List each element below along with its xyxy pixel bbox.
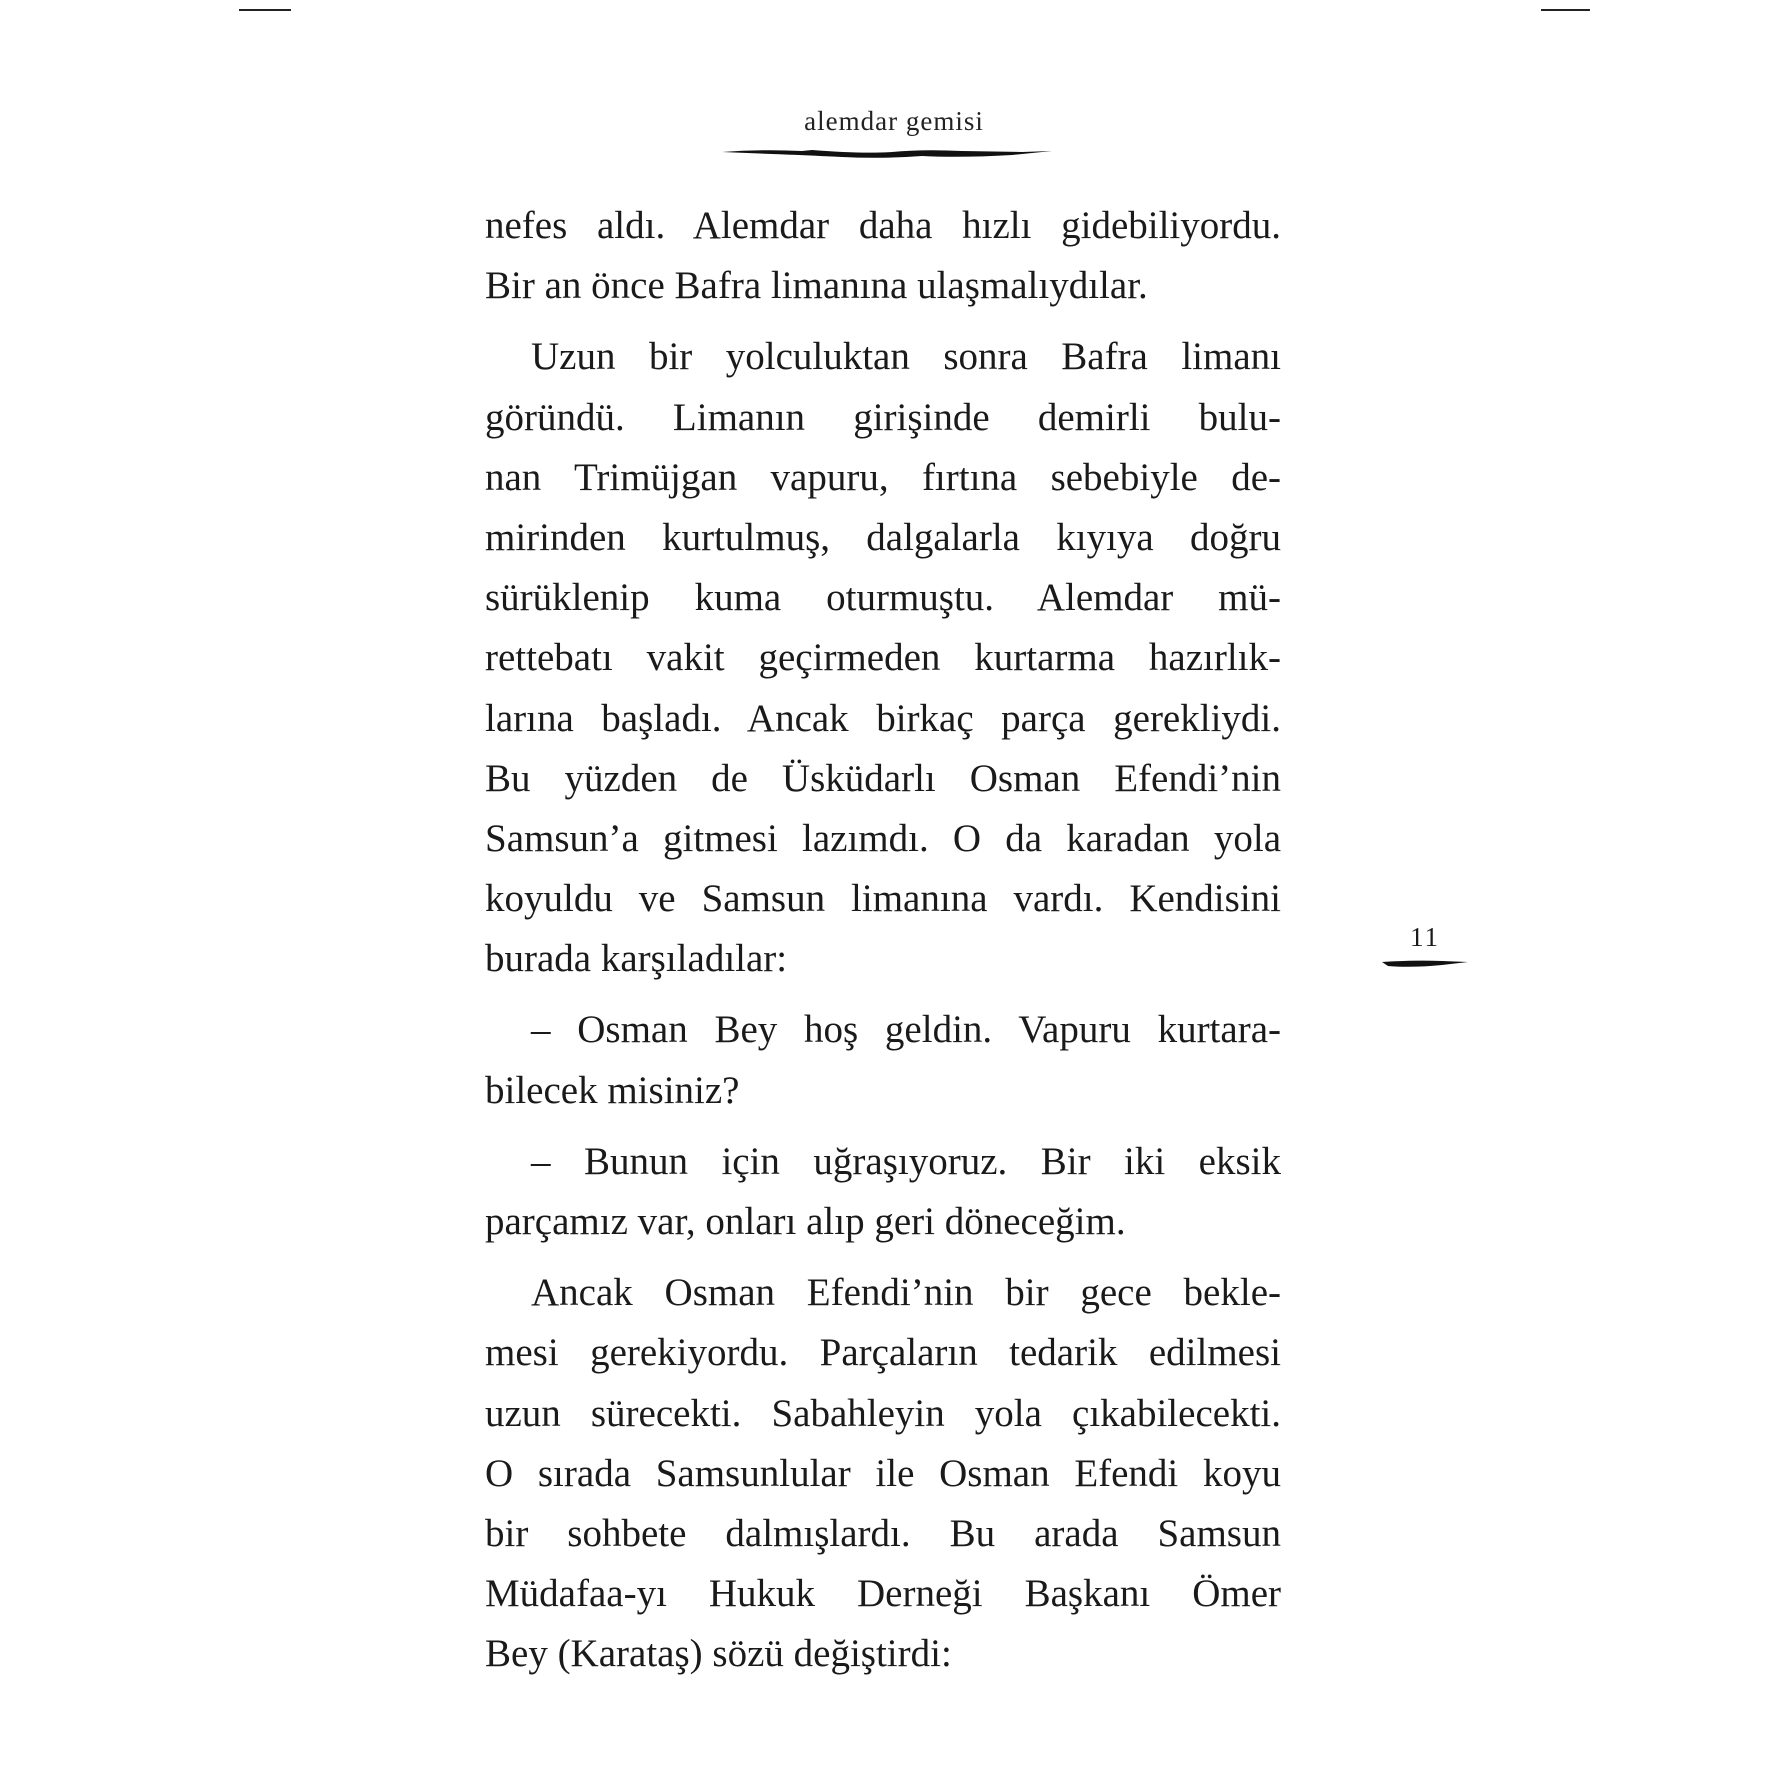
text-line: larına başladı. Ancak birkaç parça gerekliydi. xyxy=(485,696,1281,740)
text-line: parçamız var, onları alıp geri döneceğim. xyxy=(485,1200,1126,1243)
text-line: Bey (Karataş) sözü değiştirdi: xyxy=(485,1632,952,1676)
text-line: Samsun’a gitmesi lazımdı. O da karadan yola xyxy=(485,816,1281,860)
running-header: alemdar gemisi xyxy=(804,106,984,136)
paragraph xyxy=(485,196,1281,316)
text-line: burada karşıladılar: xyxy=(485,937,788,981)
paragraph xyxy=(485,327,1281,989)
text-line: Uzun bir yolculuktan sonra Bafra limanı xyxy=(531,335,1281,379)
header-brush-stroke xyxy=(722,146,1052,162)
paragraph xyxy=(485,1000,1281,1120)
text-line: mirinden kurtulmuş, dalgalarla kıyıya doğru xyxy=(485,515,1281,559)
text-line: – Bunun için uğraşıyoruz. Bir iki eksik xyxy=(531,1139,1281,1183)
text-line: göründü. Limanın girişinde demirli bulu- xyxy=(485,395,1281,439)
crop-mark-left xyxy=(239,9,291,11)
text-line: Bir an önce Bafra limanına ulaşmalıydılar. xyxy=(485,264,1148,308)
text-line: mesi gerekiyordu. Parçaların tedarik edilmesi xyxy=(485,1331,1281,1375)
text-line: nefes aldı. Alemdar daha hızlı gidebiliyordu. xyxy=(485,204,1281,247)
text-line: bilecek misiniz? xyxy=(485,1068,740,1112)
text-line: O sırada Samsunlular ile Osman Efendi koyu xyxy=(485,1451,1281,1495)
text-line: Ancak Osman Efendi’nin bir gece bekle- xyxy=(531,1271,1281,1315)
text-line: Müdafaa-yı Hukuk Derneği Başkanı Ömer xyxy=(485,1572,1281,1616)
text-line: rettebatı vakit geçirmeden kurtarma hazırlık- xyxy=(485,636,1281,680)
text-line: uzun sürecekti. Sabahleyin yola çıkabilecekti. xyxy=(485,1391,1281,1435)
paragraph xyxy=(485,1132,1281,1252)
page-body-text xyxy=(485,196,1281,1696)
crop-mark-right xyxy=(1541,9,1590,11)
text-line: koyuldu ve Samsun limanına vardı. Kendisini xyxy=(485,877,1281,921)
text-line: nan Trimüjgan vapuru, fırtına sebebiyle de- xyxy=(485,455,1281,499)
text-line: bir sohbete dalmışlardı. Bu arada Samsun xyxy=(485,1511,1281,1555)
text-line: sürüklenip kuma oturmuştu. Alemdar mü- xyxy=(485,576,1281,620)
paragraph xyxy=(485,1263,1281,1684)
page-number-brush-stroke xyxy=(1382,958,1468,970)
page-number: 11 xyxy=(1410,922,1440,952)
text-line: Bu yüzden de Üsküdarlı Osman Efendi’nin xyxy=(485,756,1281,800)
text-line: – Osman Bey hoş geldin. Vapuru kurtara- xyxy=(531,1008,1281,1052)
